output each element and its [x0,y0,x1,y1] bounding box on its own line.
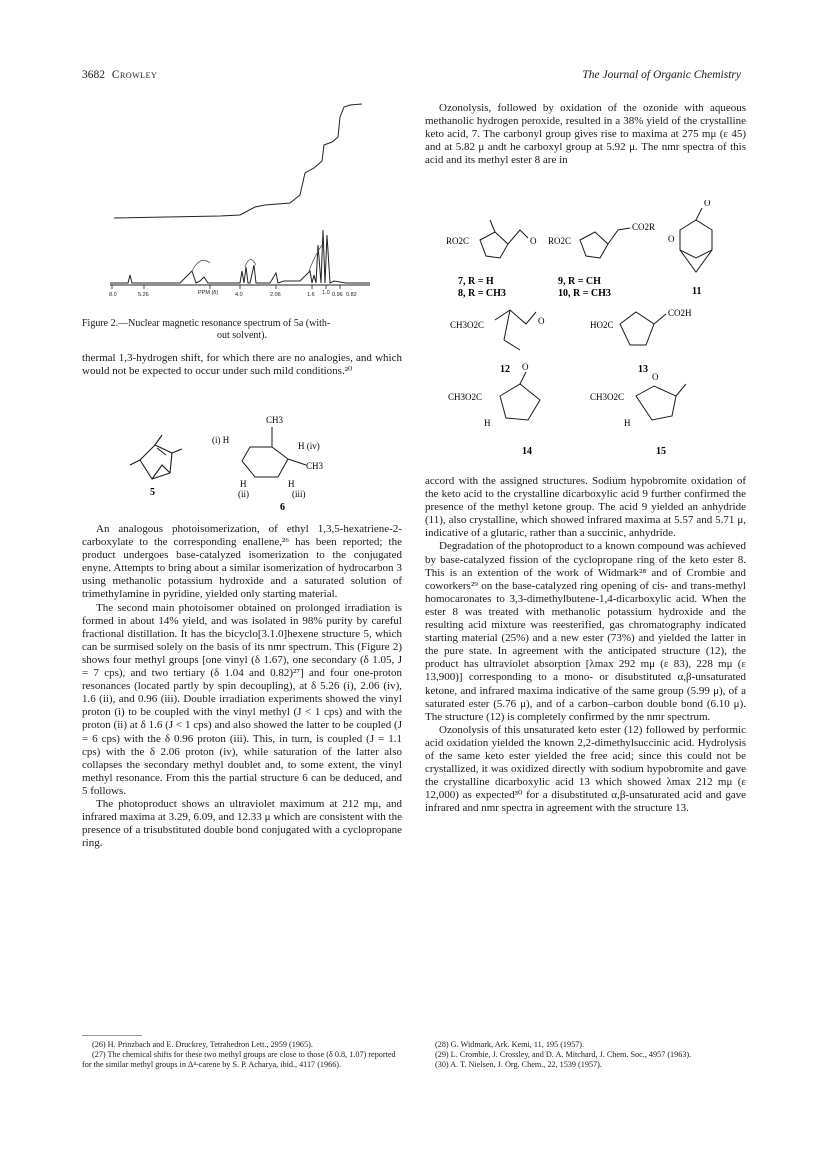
compound-label-11: 11 [692,286,702,297]
paragraph: The second main photoisomer obtained on prolonged irradiation is formed in about 14% yield, and was isolated in 98% purity by careful fractional distillation. It has the bicyclo[3.1.0]hexene structure 5, which can be surmised solely on the basis of its nmr spectrum. This (Figure 2) shows four methyl groups [one vinyl (δ 1.67), one secondary (δ 1.05, J = 7 cps), and two tertiary (δ 1.04 and 0.82)²⁷] and four one-proton resonances (located partly by spin decoupling), at δ 5.26 (i), 2.06 (iv), 1.6 (ii), and 0.96 (iii). Double irradiation experiments showed the vinyl proton (i) to be coupled with the vinyl methyl (J < 1 cps) and with the proton (ii) at δ 1.6 (J < 1 cps) and also showed the latter to be coupled (J = 6 cps) with the δ 0.96 proton (iii). This, in turn, is coupled (J = 1.1 cps) with the δ 2.06 proton (iv), while saturation of the latter also collapses the secondary methyl doublet and, to some extent, the vinyl methyl resonance. From this the partial structure 6 can be deduced, and 5 follows. [82,601,402,797]
compound-label-7: 7, R = H [458,276,494,287]
figure-caption [82,318,402,342]
right-column-body [425,475,746,815]
axis-label: 4.0 [235,292,243,298]
carbonyl-oxygen: O [538,316,545,326]
axis-ticks [112,285,340,289]
ester-group: CH3O2C [590,392,625,402]
footnote: (28) G. Widmark, Ark. Kemi, 11, 195 (1957). [435,1040,585,1049]
compound-label-5: 5 [150,487,155,498]
hydrogen: H [484,418,491,428]
integral-curve [114,104,362,218]
running-header-left [82,69,157,81]
ester-group: CH3O2C [450,320,485,330]
proton-iii: H [288,479,295,489]
paragraph: An analogous photoisomerization, of ethyl 1,3,5-hexatriene-2-carboxylate to the corresponding enallene,²⁶ has been reported; the product undergoes base-catalyzed isomerization to the conjugated enyne. Attempts to bring about a similar isomerization of hydrocarbon 3 using methanolic potassium hydroxide and a saturated solution of trimethylamine in pyridine, yielded only starting material. [82,523,402,601]
compound-label-15: 15 [656,446,666,457]
paragraph: accord with the assigned structures. Sodium hypobromite oxidation of the keto acid to the crystalline dicarboxylic acid 9 further confirmed the presence of the methyl ketone group. The acid 9 yielded an anhydride (11), also crystalline, which showed infrared maxima at 5.57 and 5.71 μ, indicative of a glutaric, rather than a succinic, anhydride. [425,475,746,540]
axis-label: PPM (δ) [198,290,219,296]
ch3-group: CH3 [306,461,324,471]
carbonyl-oxygen: O [652,372,659,382]
ester-group: CO2R [632,222,656,232]
caption-line: Figure 2.—Nuclear magnetic resonance spectrum of 5a (with- [82,318,331,329]
axis-label: 8.0 [109,292,117,298]
structure-5 [130,435,182,479]
nmr-spectrum-figure [100,95,400,310]
page-number: 3682 [82,69,105,81]
compound-label-10: 10, R = CH3 [558,288,611,299]
spectrum-trace [110,230,370,283]
structure-12-skeleton [495,310,536,350]
ester-group: RO2C [446,236,470,246]
axis-label: 1.6 [307,292,315,298]
footnotes-left [82,1040,402,1070]
structures-5-6 [110,405,370,513]
structure-7-skeleton [480,220,528,258]
proton-ii: H [240,479,247,489]
paragraph: Ozonolysis of this unsaturated keto ester (12) followed by performic acid oxidation yielded the known 2,2-dimethylsuccinic acid. Hydrolysis of the same keto ester yielded the free acid; since this could not be crystallized, it was oxidized directly with sodium hypobromite and gave the crystalline dicarboxylic acid 13 which showed λmax 212 mμ (ε 12,000) as expected³⁰ for a disubstituted α,β-unsaturated acid and gave infrared and nmr spectra in agreement with the structure 13. [425,723,746,815]
compound-label-12: 12 [500,364,510,375]
structure-11-skeleton [680,208,712,272]
axis-label: 0.96 [332,292,343,298]
footnote: (29) L. Crombie, J. Crossley, and D. A. Mitchard, J. Chem. Soc., 4957 (1963). [435,1050,692,1059]
axis-label: 0.82 [346,292,357,298]
footnote: (26) H. Prinzbach and E. Druckrey, Tetrahedron Lett., 2959 (1965). [92,1040,313,1049]
structure-15-skeleton [636,384,686,420]
left-column-body [82,523,402,850]
paragraph: thermal 1,3-hydrogen shift, for which there are no analogies, and which would not be expected to occur under such mild conditions.²⁰ [82,352,402,378]
footnote: (27) The chemical shifts for these two methyl groups are close to those (δ 0.8, 1.07) reported for the similar methyl groups in Δ⁴-carene by S. P. Acharya, ibid., 4117 (1966). [82,1050,396,1069]
right-column-top [425,102,746,167]
footnote: (30) A. T. Nielsen, J. Org. Chem., 22, 1539 (1957). [435,1060,602,1069]
compound-label-9: 9, R = CH [558,276,601,287]
label-ii: (ii) [238,489,249,499]
paragraph: The photoproduct shows an ultraviolet maximum at 212 mμ, and infrared maxima at 3.29, 6.09, and 12.33 μ which are consistent with the presence of a trisubstituted double bond conjugated with a cyclopropane ring. [82,797,402,850]
acid-group: HO2C [590,320,614,330]
acid-group: CO2H [668,308,692,318]
carbonyl-oxygen: O [522,362,529,372]
compound-label-14: 14 [522,446,532,457]
compound-label-13: 13 [638,364,648,375]
decoupling-arcs [192,245,322,271]
axis-label: 1.0 [322,290,330,296]
compound-label-8: 8, R = CH3 [458,288,506,299]
label-iii: (iii) [292,489,306,499]
structure-6 [242,427,306,477]
ch3-group: CH3 [266,415,284,425]
axis-label: 2.06 [270,292,281,298]
caption-line: out solvent). [217,330,267,341]
carbonyl-oxygen: O [668,234,675,244]
structure-14-skeleton [500,372,540,420]
proton-iv: H (iv) [298,441,320,451]
proton-i: (i) H [212,435,230,445]
journal-title: The Journal of Organic Chemistry [582,69,741,81]
ester-group: RO2C [548,236,572,246]
paragraph: Degradation of the photoproduct to a known compound was achieved by base-catalyzed fission of the cyclopropane ring of the keto ester 8. This is an extention of the work of Widmark²⁸ and of Crombie and coworkers²⁹ on the base-catalyzed ring opening of cis- and trans-methyl homocaronates to 3,3-dimethylbutene-1,4-dicarboxylic acid. When the ester 8 was treated with methanolic potassium hydroxide and the resulting acid mixture was reesterified, gas chromatography indicated starting material (25%) and a new ester (73%) and yielded the latter in the pure state. In agreement with the anticipated structure (12), the product has ultraviolet absorption [λmax 292 mμ (ε 83), 228 mμ (ε 13,900)] corresponding to a mono- or disubstituted α,β-unsaturated ketone, and infrared maxima indicative of the same group (5.99 μ), of a saturated ester (5.76 μ), and of a carbon–carbon double bond (6.10 μ). The structure (12) is completely confirmed by the nmr spectrum. [425,540,746,723]
carbonyl-oxygen: O [530,236,537,246]
axis-label: 5.26 [138,292,149,298]
ring-oxygen: O [704,200,711,208]
compound-label-6: 6 [280,502,285,513]
structure-13-skeleton [620,312,666,345]
author-name: Crowley [111,69,158,81]
ester-group: CH3O2C [448,392,483,402]
footnotes-right [425,1040,746,1070]
footnote-divider [82,1035,142,1036]
hydrogen: H [624,418,631,428]
paragraph: Ozonolysis, followed by oxidation of the ozonide with aqueous methanolic hydrogen peroxide, resulted in a 38% yield of the crystalline keto acid, 7. The carbonyl group gives rise to maxima at 275 mμ (ε 45) and at 5.82 μ andt he carboxyl group at 5.92 μ. The nmr spectra of this acid and its methyl ester 8 are in [425,102,746,167]
left-column-top [82,352,402,378]
structures-7-15 [440,200,740,465]
structure-9-skeleton [580,228,630,258]
